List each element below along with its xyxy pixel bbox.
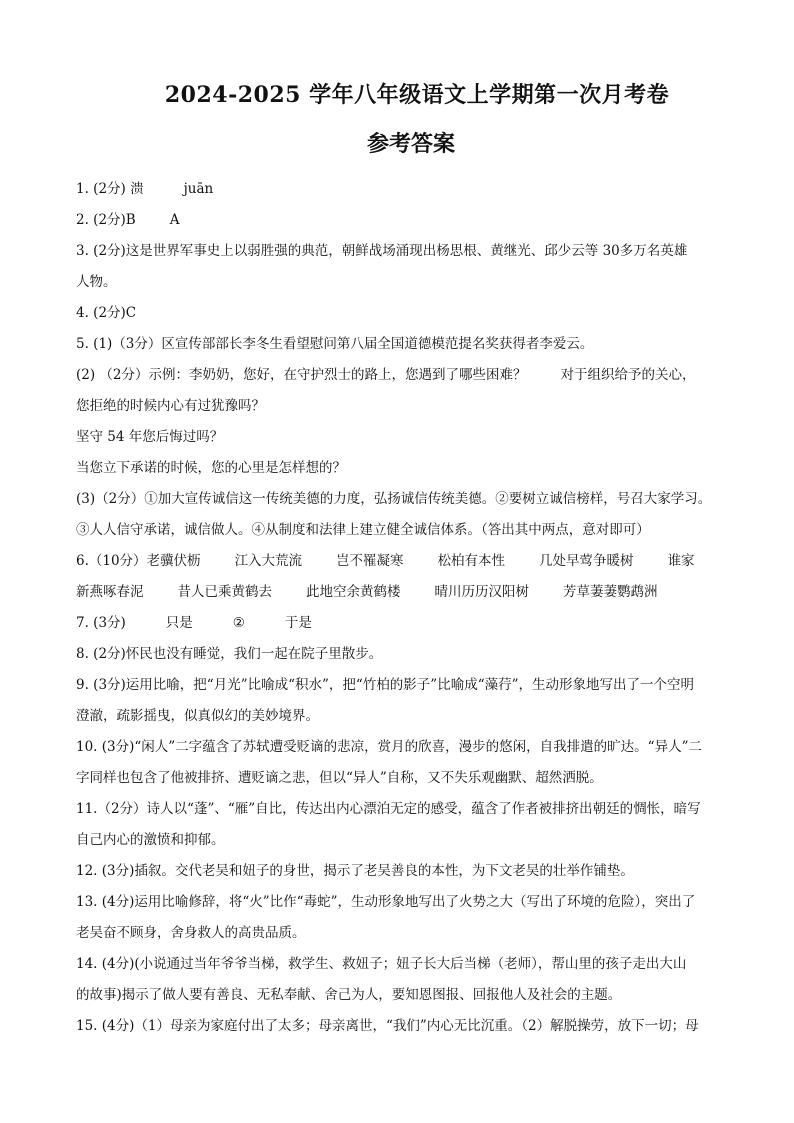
answer-5-part-2-line-1: [76, 360, 726, 391]
answer-10-line-2: 字同样也包含了他被排挤、遭贬谪之悲，但以“异人”自称，又不失乐观幽默、超然洒脱。: [76, 770, 603, 786]
answer-5-part-1: 5. (1)（3分）区宣传部部长李冬生看望慰问第八届全国道德模范提名奖获得者李爱云。: [76, 336, 594, 352]
answer-6-line-2: [76, 577, 726, 608]
answer-5-part-3-line-1: (3)（2分）①加大宣传诚信这一传统美德的力度，弘扬诚信传统美德。②要树立诚信榜样，号召大家学习。: [76, 491, 712, 507]
page-subtitle: 参考答案: [366, 131, 455, 157]
answer-7: [76, 608, 726, 639]
answer-6-item: 松柏有本性: [437, 553, 506, 569]
answer-9-line-1: 9. (3分)运用比喻，把“月光”比喻成“积水”，把“竹柏的影子”比喻成“藻荇”，生动形象地写出了一个空明: [76, 677, 695, 693]
answer-12: 12. (3分)插叙。交代老吴和妞子的身世，揭示了老吴善良的本性，为下文老吴的壮举作铺垫。: [76, 863, 634, 879]
answer-6-item: 新燕啄春泥: [76, 584, 144, 600]
answer-7-prefix: 7. (3分): [76, 615, 126, 631]
answer-3-line-2: 人物。: [76, 274, 117, 290]
answer-1: [76, 174, 726, 205]
answer-7-c: 于是: [284, 615, 312, 631]
answer-5-question-a: (2) （2分）示例：李奶奶，您好，在守护烈士的路上，您遇到了哪些困难？: [76, 367, 527, 383]
answer-13-line-1: 13. (4分)运用比喻修辞，将“火”比作“毒蛇”，生动形象地写出了火势之大（写出了环境的危险），突出了: [76, 894, 696, 910]
answer-2: [76, 205, 726, 236]
answer-4: 4. (2分)C: [76, 305, 137, 321]
answer-7-a: 只是: [165, 615, 193, 631]
answer-11-line-2: 自己内心的激愤和抑郁。: [76, 832, 225, 848]
answer-6-item: 芳草萋萋鹦鹉洲: [563, 584, 658, 600]
answer-6-item: 几处早莺争暖树: [539, 553, 634, 569]
answer-11-line-1: 11.（2分）诗人以“蓬”、“雁”自比，传达出内心漂泊无定的感受，蕴含了作者被排挤出朝廷的惆怅，暗写: [76, 801, 701, 817]
answer-2-text: 2. (2分)B: [76, 212, 136, 228]
answer-6-item: 谁家: [667, 553, 695, 569]
answer-5-part-2-line-3: 坚守 54 年您后悔过吗？: [76, 429, 224, 445]
answer-14-line-2: 的故事)揭示了做人要有善良、无私奉献、舍己为人，要知恩图报、回报他人及社会的主题。: [76, 987, 622, 1003]
answer-10-line-1: 10. (3分)“闲人”二字蕴含了苏轼遭受贬谪的悲凉，赏月的欣喜，漫步的悠闲，自我排遣的旷达。“异人”二: [76, 739, 702, 755]
answer-9-line-2: 澄澈，疏影摇曳，似真似幻的美妙境界。: [76, 708, 319, 724]
answer-15-line-1: 15. (4分)（1）母亲为家庭付出了太多；母亲离世，“我们”内心无比沉重。（2）解脱操劳，放下一切；母: [76, 1018, 699, 1034]
answer-6-item: 昔人已乘黄鹤去: [177, 584, 272, 600]
answer-5-question-b: 对于组织给予的关心，: [560, 367, 696, 383]
answer-13-line-2: 老吴奋不顾身，舍身救人的高贵品质。: [76, 925, 306, 941]
answer-6-item: 岂不罹凝寒: [336, 553, 404, 569]
page-title: 2024-2025 学年八年级语文上学期第一次月考卷: [164, 82, 670, 108]
answer-1-pinyin: juān: [183, 181, 214, 197]
answer-8: 8. (2分)怀民也没有睡觉，我们一起在院子里散步。: [76, 646, 383, 662]
answer-3-line-1: 3. (2分)这是世界军事史上以弱胜强的典范，朝鲜战场涌现出杨思根、黄继光、邱少云等 30多万名英雄: [76, 243, 688, 259]
answer-list: [76, 174, 726, 1042]
answer-6-item: 晴川历历汉阳树: [434, 584, 529, 600]
answer-2-second: A: [169, 212, 180, 228]
answer-5-part-2-line-4: 当您立下承诺的时候，您的心里是怎样想的？: [76, 460, 346, 476]
answer-6-item: 江入大荒流: [234, 553, 303, 569]
answer-14-line-1: 14. (4分)(小说通过当年爷爷当梯，救学生、救妞子；妞子长大后当梯（老师），帮山里的孩子走出大山: [76, 956, 687, 972]
answer-5-part-3-line-2: ③人人信守承诺，诚信做人。④从制度和法律上建立健全诚信体系。（答出其中两点，意对即可）: [76, 522, 650, 538]
answer-7-b: ②: [232, 615, 245, 631]
answer-6-prefix: 6.（10分）老骥伏枥: [76, 553, 201, 569]
answer-6-line-1: [76, 546, 726, 577]
answer-6-item: 此地空余黄鹤楼: [306, 584, 401, 600]
answer-5-part-2-line-2: 您拒绝的时候内心有过犹豫吗？: [76, 398, 265, 414]
answer-1-text: 1. (2分) 溃: [76, 181, 144, 197]
